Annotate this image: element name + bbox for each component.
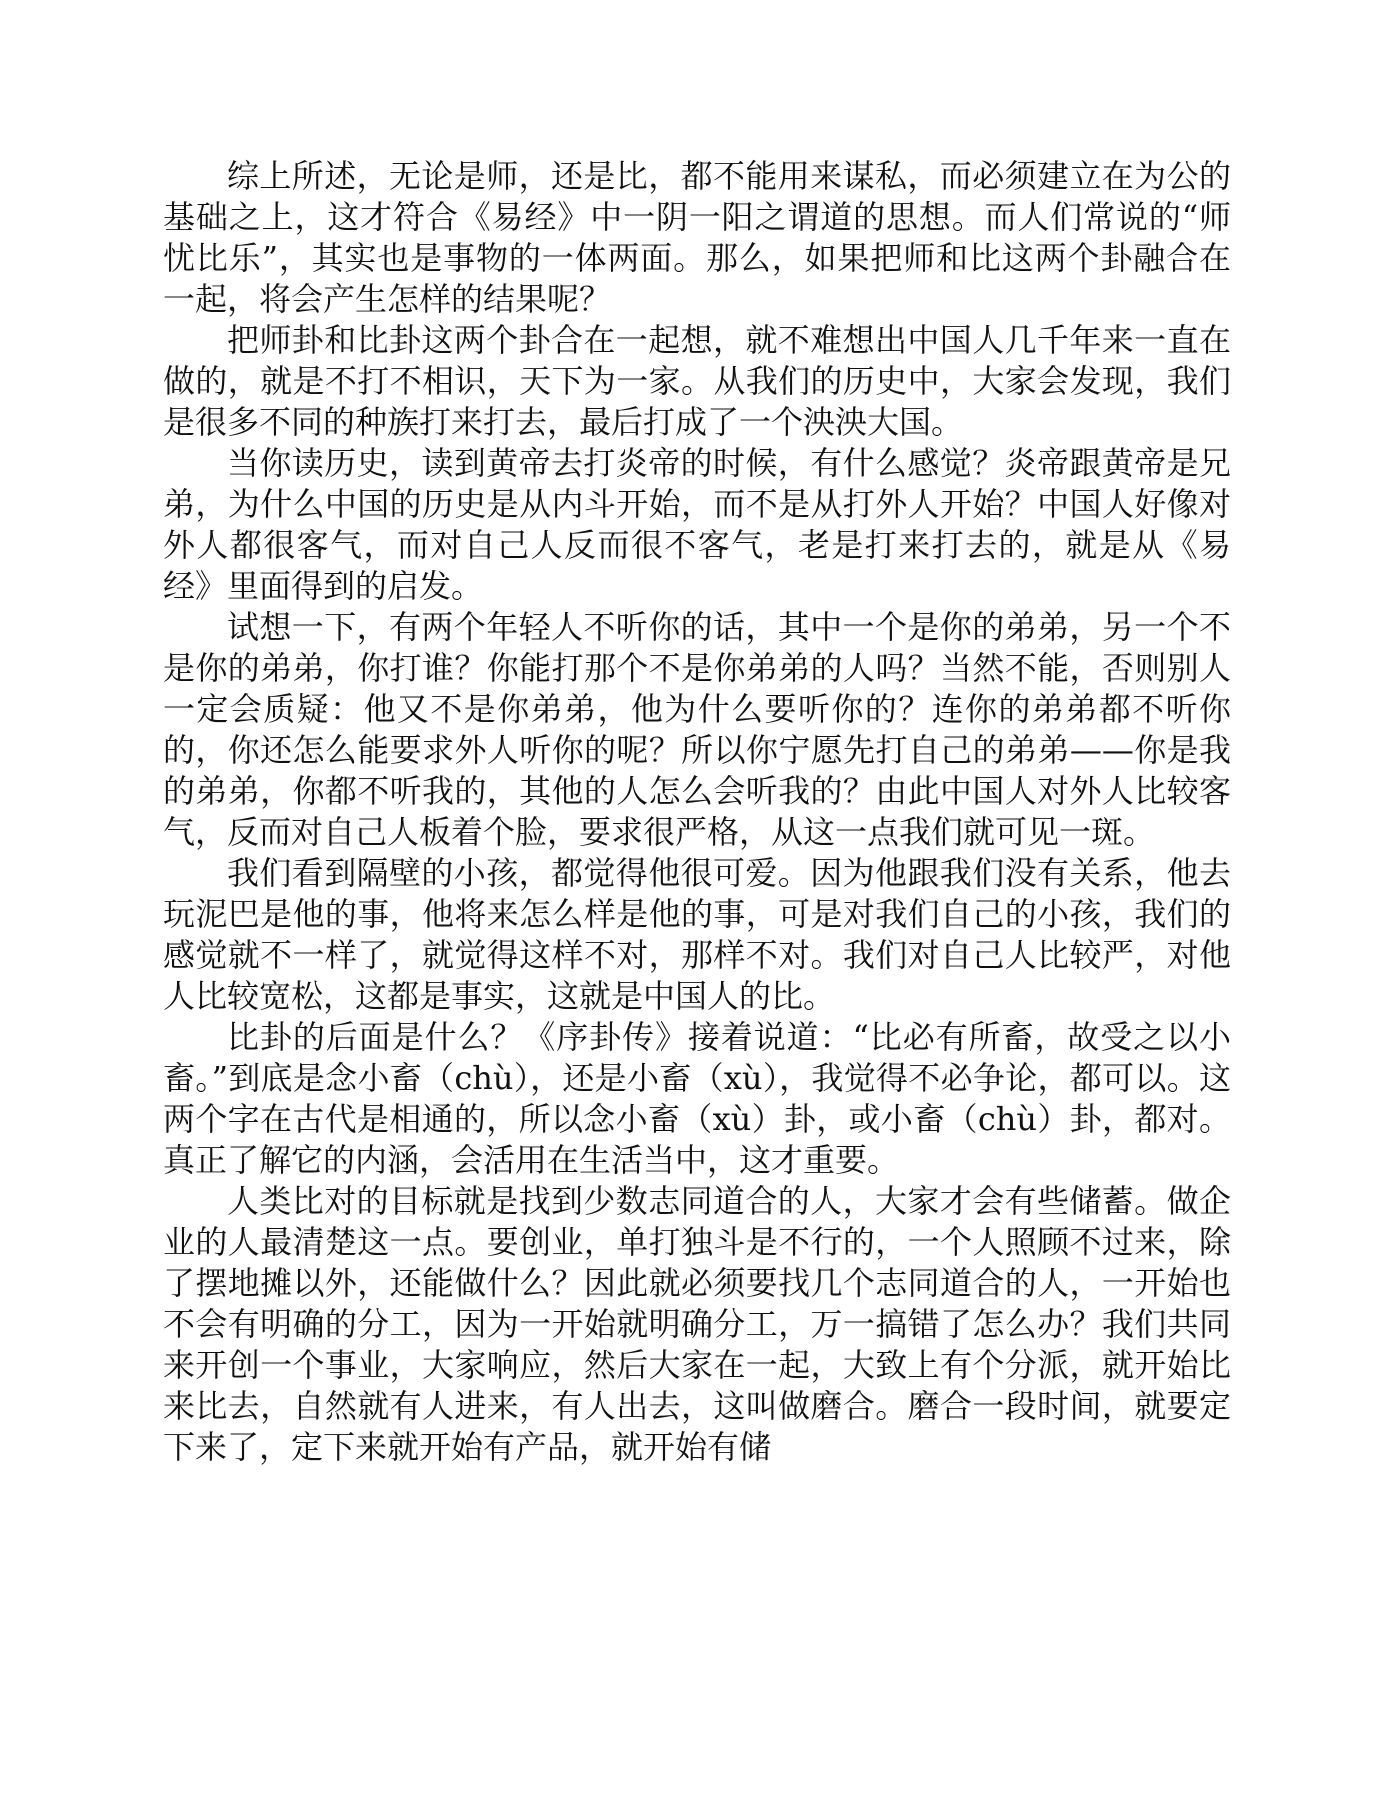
paragraph-7: 人类比对的目标就是找到少数志同道合的人，大家才会有些储蓄。做企业的人最清楚这一点。要创业，单打独斗是不行的，一个人照顾不过来，除了摆地摊以外，还能做什么？因此就必须要找几个志同道合的人，一开始也不会有明确的分工，因为一开始就明确分工，万一搞错了怎么办？我们共同来开创一个事业，大家响应，然后大家在一起，大致上有个分派，就开始比来比去，自然就有人进来，有人出去，这叫做磨合。磨合一段时间，就要定下来了，定下来就开始有产品，就开始有储: [163, 1182, 1231, 1466]
paragraph-6: 比卦的后面是什么？《序卦传》接着说道：“比必有所畜，故受之以小畜。”到底是念小畜（chù），还是小畜（xù），我觉得不必争论，都可以。这两个字在古代是相通的，所以念小畜（xù）卦，或小畜（chù）卦，都对。真正了解它的内涵，会活用在生活当中，这才重要。: [163, 1018, 1231, 1179]
paragraph-1: 综上所述，无论是师，还是比，都不能用来谋私，而必须建立在为公的基础之上，这才符合《易经》中一阴一阳之谓道的思想。而人们常说的“师忧比乐”，其实也是事物的一体两面。那么，如果把师和比这两个卦融合在一起，将会产生怎样的结果呢？: [163, 157, 1231, 318]
paragraph-2: 把师卦和比卦这两个卦合在一起想，就不难想出中国人几千年来一直在做的，就是不打不相识，天下为一家。从我们的历史中，大家会发现，我们是很多不同的种族打来打去，最后打成了一个泱泱大国。: [163, 321, 1231, 441]
paragraph-4: 试想一下，有两个年轻人不听你的话，其中一个是你的弟弟，另一个不是你的弟弟，你打谁？你能打那个不是你弟弟的人吗？当然不能，否则别人一定会质疑：他又不是你弟弟，他为什么要听你的？连你的弟弟都不听你的，你还怎么能要求外人听你的呢？所以你宁愿先打自己的弟弟——你是我的弟弟，你都不听我的，其他的人怎么会听我的？由此中国人对外人比较客气，反而对自己人板着个脸，要求很严格，从这一点我们就可见一斑。: [163, 608, 1231, 851]
document-page: [163, 156, 1231, 1468]
paragraph-5: 我们看到隔壁的小孩，都觉得他很可爱。因为他跟我们没有关系，他去玩泥巴是他的事，他将来怎么样是他的事，可是对我们自己的小孩，我们的感觉就不一样了，就觉得这样不对，那样不对。我们对自己人比较严，对他人比较宽松，这都是事实，这就是中国人的比。: [163, 854, 1231, 1015]
paragraph-3: 当你读历史，读到黄帝去打炎帝的时候，有什么感觉？炎帝跟黄帝是兄弟，为什么中国的历史是从内斗开始，而不是从打外人开始？中国人好像对外人都很客气，而对自己人反而很不客气，老是打来打去的，就是从《易经》里面得到的启发。: [163, 444, 1231, 605]
